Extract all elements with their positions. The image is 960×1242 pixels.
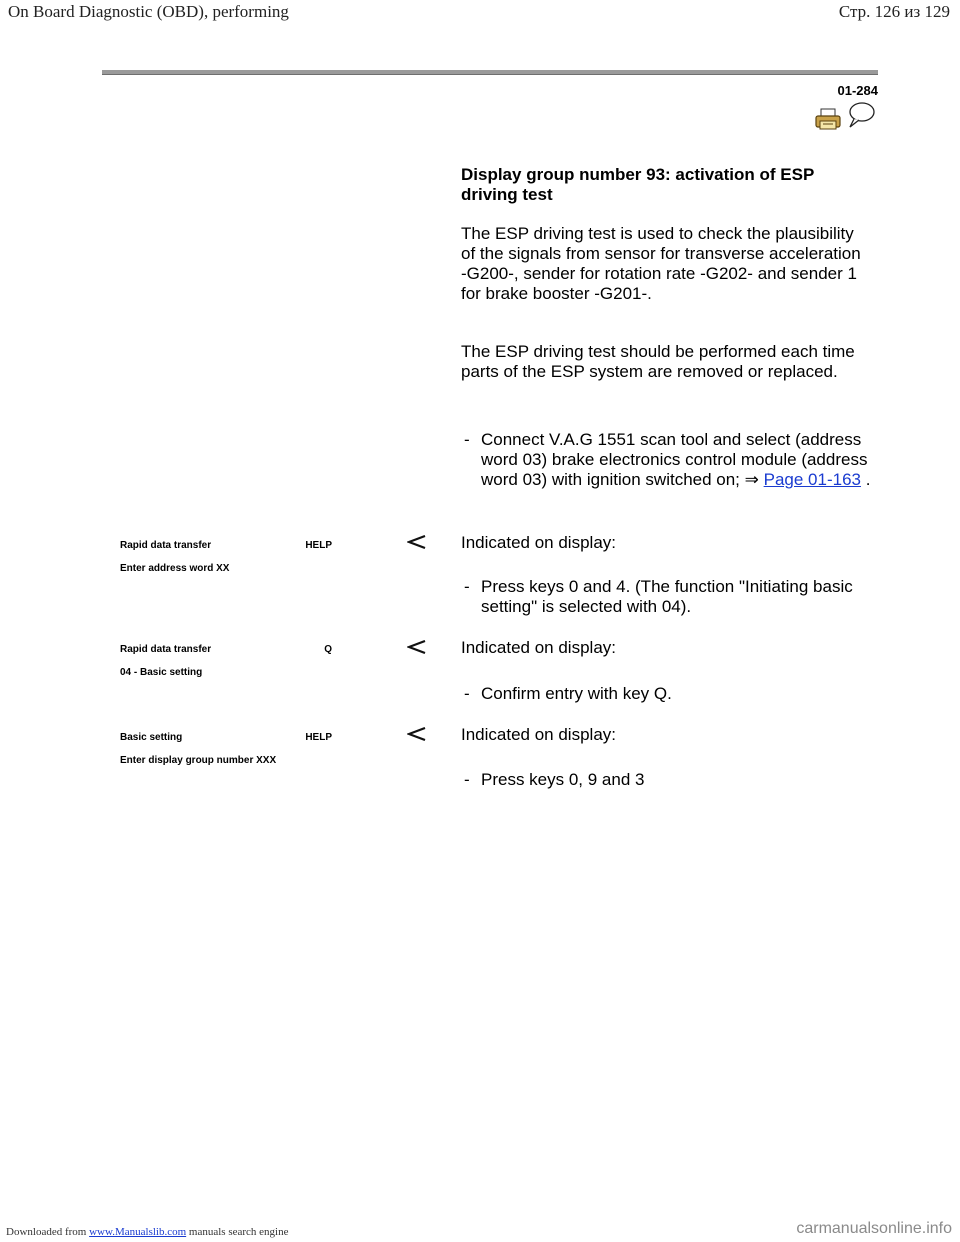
display-box-1 — [120, 540, 332, 574]
indicated-label-3: Indicated on display: — [461, 725, 616, 744]
display-box-3 — [120, 732, 332, 766]
display-3-right: HELP — [305, 732, 332, 743]
step-connect — [464, 430, 874, 490]
arrow-pointer-icon — [407, 727, 427, 741]
paragraph-1: The ESP driving test is used to check the plausibility of the signals from sensor for transverse acceleration -G200-, sender for rotation rate -G202- and sender 1 for brake booster -G201-. — [461, 224, 861, 303]
step-1-text: Press keys 0 and 4. (The function "Initiating basic setting" is selected with 04). — [481, 577, 853, 616]
step-connect-after: . — [861, 470, 871, 489]
display-2-left: Rapid data transfer — [120, 644, 212, 655]
display-1-right: HELP — [305, 540, 332, 551]
display-2-right: Q — [324, 644, 332, 655]
page-id: 01-284 — [837, 83, 878, 98]
footer-watermark: carmanualsonline.info — [796, 1220, 952, 1237]
footer-download-note: Downloaded from www.Manualslib.com manuals search engine — [6, 1226, 289, 1238]
display-2-line2: 04 - Basic setting — [120, 667, 203, 678]
indicated-label-2: Indicated on display: — [461, 638, 616, 657]
header-rule — [102, 70, 878, 75]
display-3-line2: Enter display group number XXX — [120, 755, 277, 766]
printer-icon[interactable] — [815, 108, 841, 130]
step-2: - Confirm entry with key Q. — [464, 684, 874, 704]
speech-bubble-icon[interactable] — [846, 101, 876, 129]
display-box-2 — [120, 644, 332, 678]
arrow-pointer-icon — [407, 535, 427, 549]
display-1-line2: Enter address word XX — [120, 563, 230, 574]
step-2-text: Confirm entry with key Q. — [481, 684, 672, 703]
paragraph-2: The ESP driving test should be performed each time parts of the ESP system are removed or replaced. — [461, 342, 855, 381]
window-title: On Board Diagnostic (OBD), performing — [8, 2, 289, 21]
display-1-left: Rapid data transfer — [120, 540, 212, 551]
footer-link[interactable]: www.Manualslib.com — [89, 1226, 187, 1238]
section-heading: Display group number 93: activation of ESP driving test — [461, 165, 814, 204]
arrow-pointer-icon — [407, 640, 427, 654]
step-dash: - — [464, 430, 470, 449]
step-3: - Press keys 0, 9 and 3 — [464, 770, 874, 790]
page-counter: Стр. 126 из 129 — [838, 2, 950, 21]
step-connect-text: Connect V.A.G 1551 scan tool and select (address word 03) brake electronics control module (address word 03) with ignition switched on; ⇒ — [481, 430, 868, 489]
step-3-text: Press keys 0, 9 and 3 — [481, 770, 645, 789]
display-3-left: Basic setting — [120, 732, 183, 743]
step-1: - Press keys 0 and 4. (The function "Initiating basic setting" is selected with 04). — [464, 577, 874, 617]
page-link[interactable]: Page 01-163 — [763, 470, 861, 489]
indicated-label-1: Indicated on display: — [461, 533, 616, 552]
